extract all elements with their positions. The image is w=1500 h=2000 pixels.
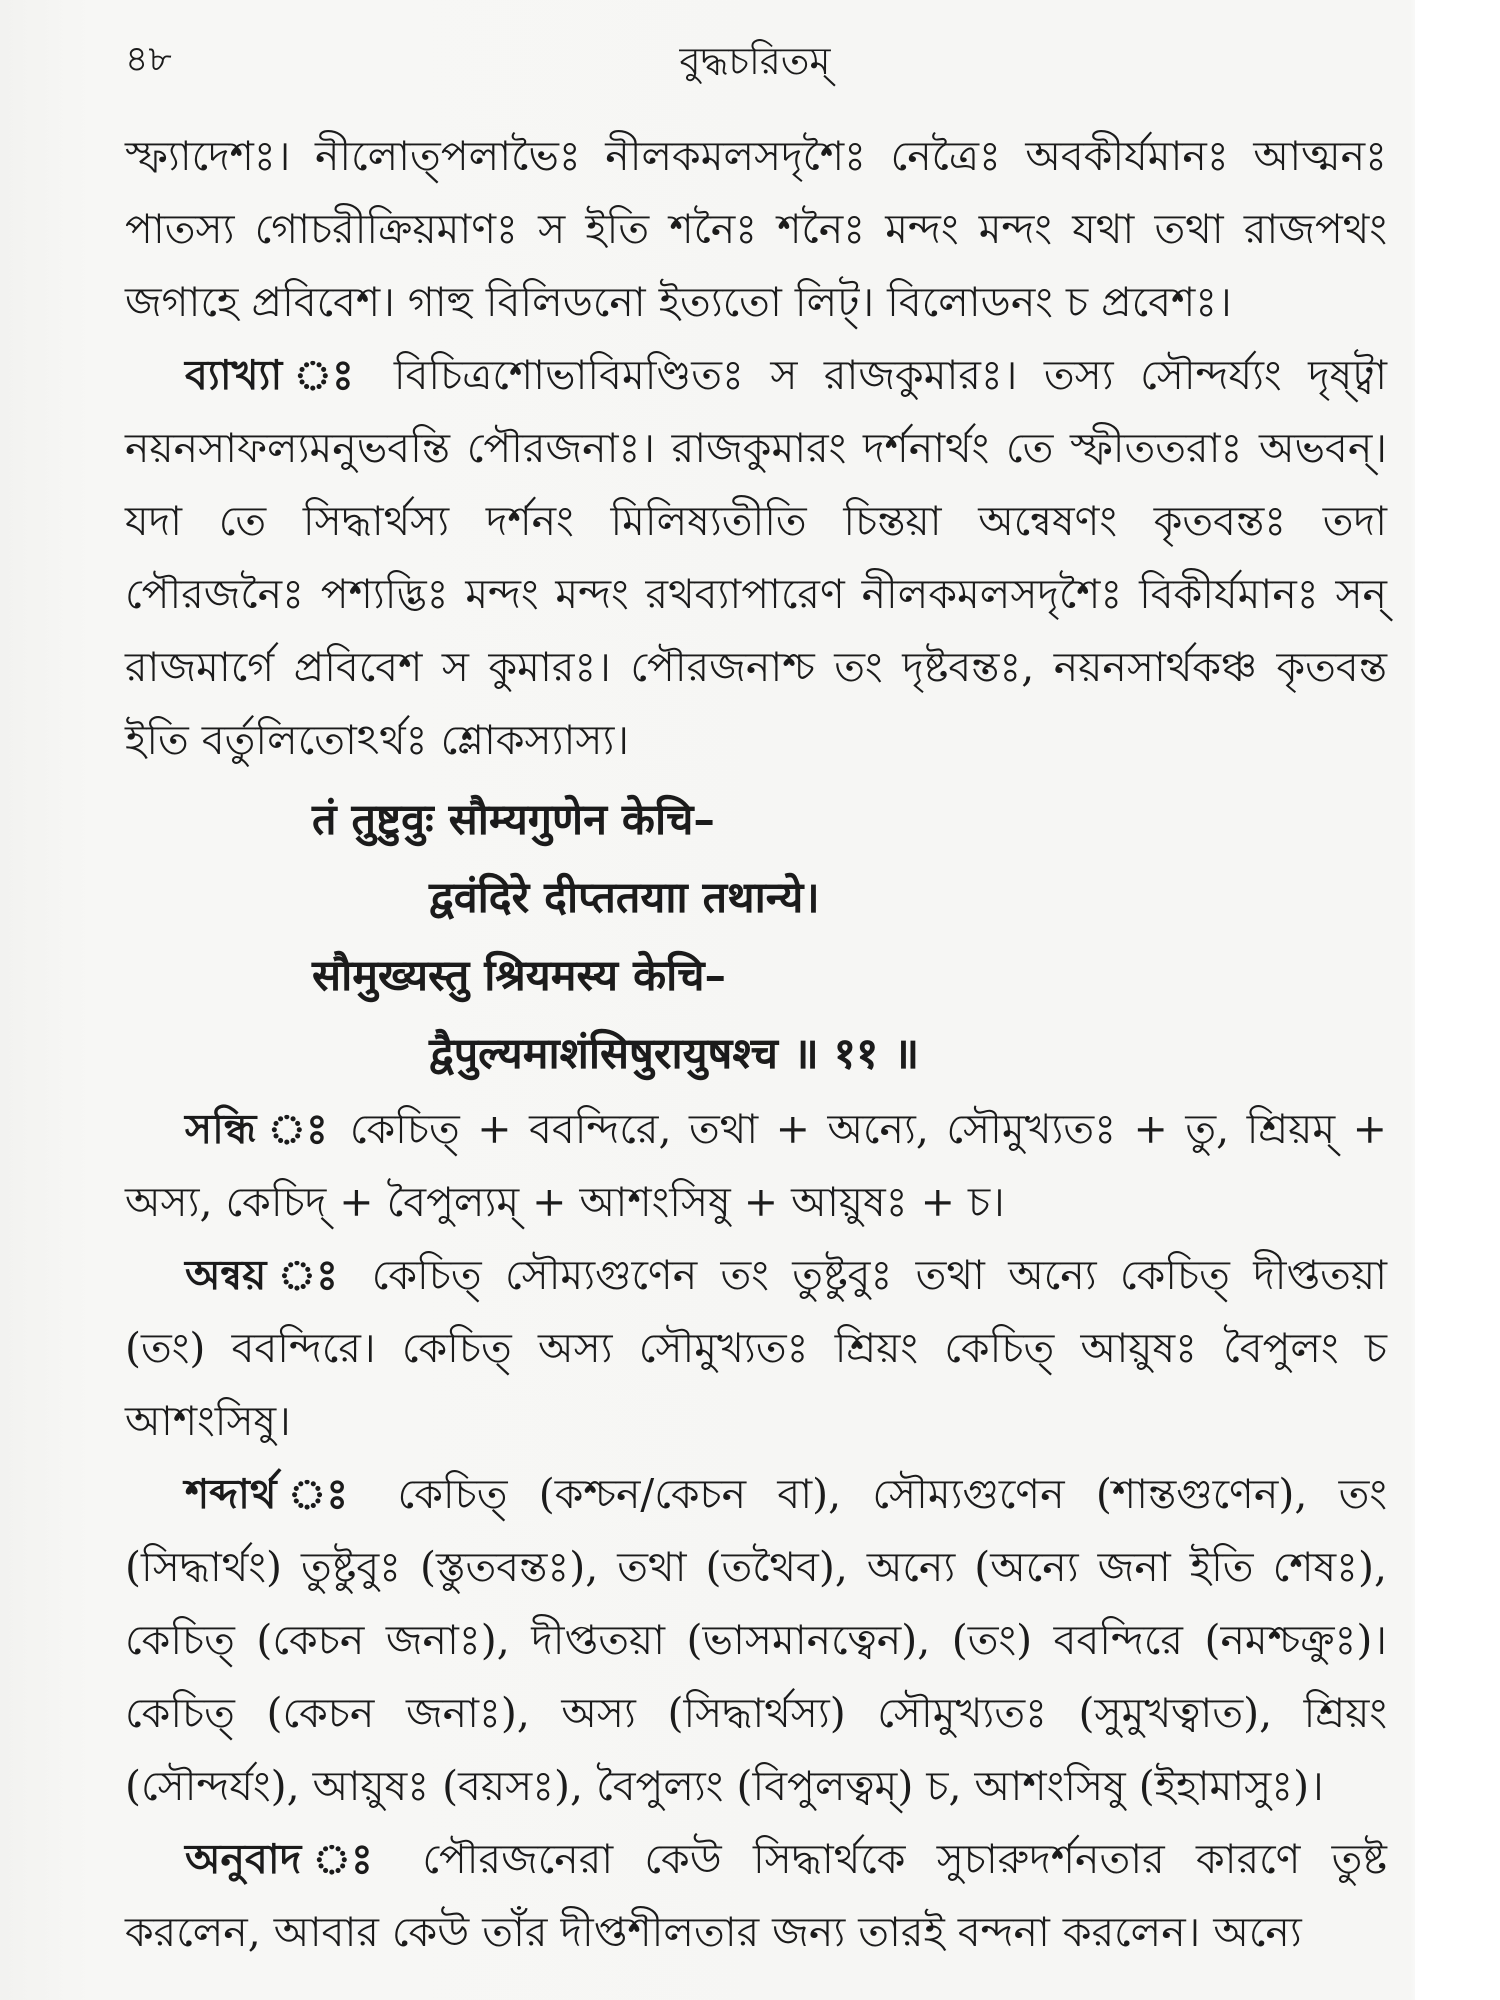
shabdartha-paragraph — [125, 1458, 1387, 1823]
shabdartha-text: কেচিত্ (কশ্চন/কেচন বা), সৌম্যগুণেন (শান্তগুণেন), তং (সিদ্ধার্থং) তুষ্টুবুঃ (স্তুতবন্তঃ), তথা (তথৈব), অন্যে (অন্যে জনা ইতি শেষঃ), কেচিত্ (কেচন জনাঃ), দীপ্ততয়া (ভাসমানত্বেন), (তং) ববন্দিরে (নমশ্চক্রুঃ)। কেচিত্ (কেচন জনাঃ), অস্য (সিদ্ধার্থস্য) সৌমুখ্যতঃ (সুমুখত্বাত), শ্রিয়ং (সৌন্দর্যং), আয়ুষঃ (বয়সঃ), বৈপুল্যং (বিপুলত্বম্) চ, আশংসিষু (ইহামাসুঃ)। — [125, 1470, 1388, 1810]
sandhi-text: কেচিত্ + ববন্দিরে, তথা + অন্যে, সৌমুখ্যতঃ + তু, শ্রিয়ম্ + অস্য, কেচিদ্ + বৈপুল্যম্ + আশংসিষু + আয়ুষঃ + চ। — [125, 1105, 1388, 1226]
paragraph-continuation: স্ফ্যাদেশঃ। নীলোত্পলাভৈঃ নীলকমলসদৃশৈঃ নেত্রৈঃ অবকীর্যমানঃ আত্মনঃ পাতস্য গোচরীক্রিয়মাণঃ স ইতি শনৈঃ শনৈঃ মন্দং মন্দং যথা তথা রাজপথং জগাহে প্রবিবেশ। গাহু বিলিডনো ইত্যতো লিট্। বিলোডনং চ প্রবেশঃ। — [125, 132, 1387, 326]
vyakhya-label: ব্যাখ্যা ঃ — [185, 351, 368, 399]
anvay-label: অন্বয় ঃ — [185, 1251, 349, 1299]
anubad-label: অনুবাদ ঃ — [185, 1835, 392, 1883]
page-number: ৪৮ — [125, 39, 172, 80]
page-header — [125, 32, 1385, 92]
shabdartha-label: শব্দার্থ ঃ — [185, 1470, 367, 1518]
verse-block — [125, 781, 1387, 1093]
page-body — [125, 120, 1387, 1969]
vyakhya-paragraph — [125, 339, 1387, 777]
verse-line-4: द्वैपुल्यमाशंसिषुरायुषश्च ॥ ११ ॥ — [429, 1029, 920, 1079]
anubad-text: পৌরজনেরা কেউ সিদ্ধার্থকে সুচারুদর্শনতার কারণে তুষ্ট করলেন, আবার কেউ তাঁর দীপ্তশীলতার জন্য তারই বন্দনা করলেন। অন্যে — [125, 1835, 1387, 1956]
anvay-text: কেচিত্ সৌম্যগুণেন তং তুষ্টুবুঃ তথা অন্যে কেচিত্ দীপ্ততয়া (তং) ববন্দিরে। কেচিত্ অস্য সৌমুখ্যতঃ শ্রিয়ং কেচিত্ আয়ুষঃ বৈপুলং চ আশংসিষু। — [125, 1251, 1387, 1445]
anubad-paragraph — [125, 1823, 1387, 1969]
vyakhya-text: বিচিত্রশোভাবিমণ্ডিতঃ স রাজকুমারঃ। তস্য সৌন্দর্য্যং দৃষ্ট্বা নয়নসাফল্যমনুভবন্তি পৌরজনাঃ। রাজকুমারং দর্শনার্থং তে স্ফীততরাঃ অভবন্। যদা তে সিদ্ধার্থস্য দর্শনং মিলিষ্যতীতি চিন্তয়া অন্বেষণং কৃতবন্তঃ তদা পৌরজনৈঃ পশ্যদ্ভিঃ মন্দং মন্দং রথব্যাপারেণ নীলকমলসদৃশৈঃ বিকীর্যমানঃ সন্ রাজমার্গে প্রবিবেশ স কুমারঃ। পৌরজনাশ্চ তং দৃষ্টবন্তঃ, নয়নসার্থকঞ্চ কৃতবন্ত ইতি বর্তুলিতোঽর্থঃ শ্লোকস্যাস্য। — [125, 351, 1388, 764]
running-title: বুদ্ধচরিতম্ — [679, 39, 831, 83]
verse-line-1: तं तुष्टुवुः सौम्यगुणेन केचि– — [312, 795, 715, 845]
page-edge — [1415, 0, 1500, 2000]
anvay-paragraph — [125, 1239, 1387, 1458]
verse-line-2: द्ववंदिरे दीप्ततयाा तथान्ये। — [429, 873, 820, 923]
sandhi-label: সন্ধি ঃ — [185, 1105, 333, 1153]
verse-line-3: सौमुख्यस्तु श्रियमस्य केचि– — [312, 951, 727, 1001]
sandhi-paragraph — [125, 1093, 1387, 1239]
